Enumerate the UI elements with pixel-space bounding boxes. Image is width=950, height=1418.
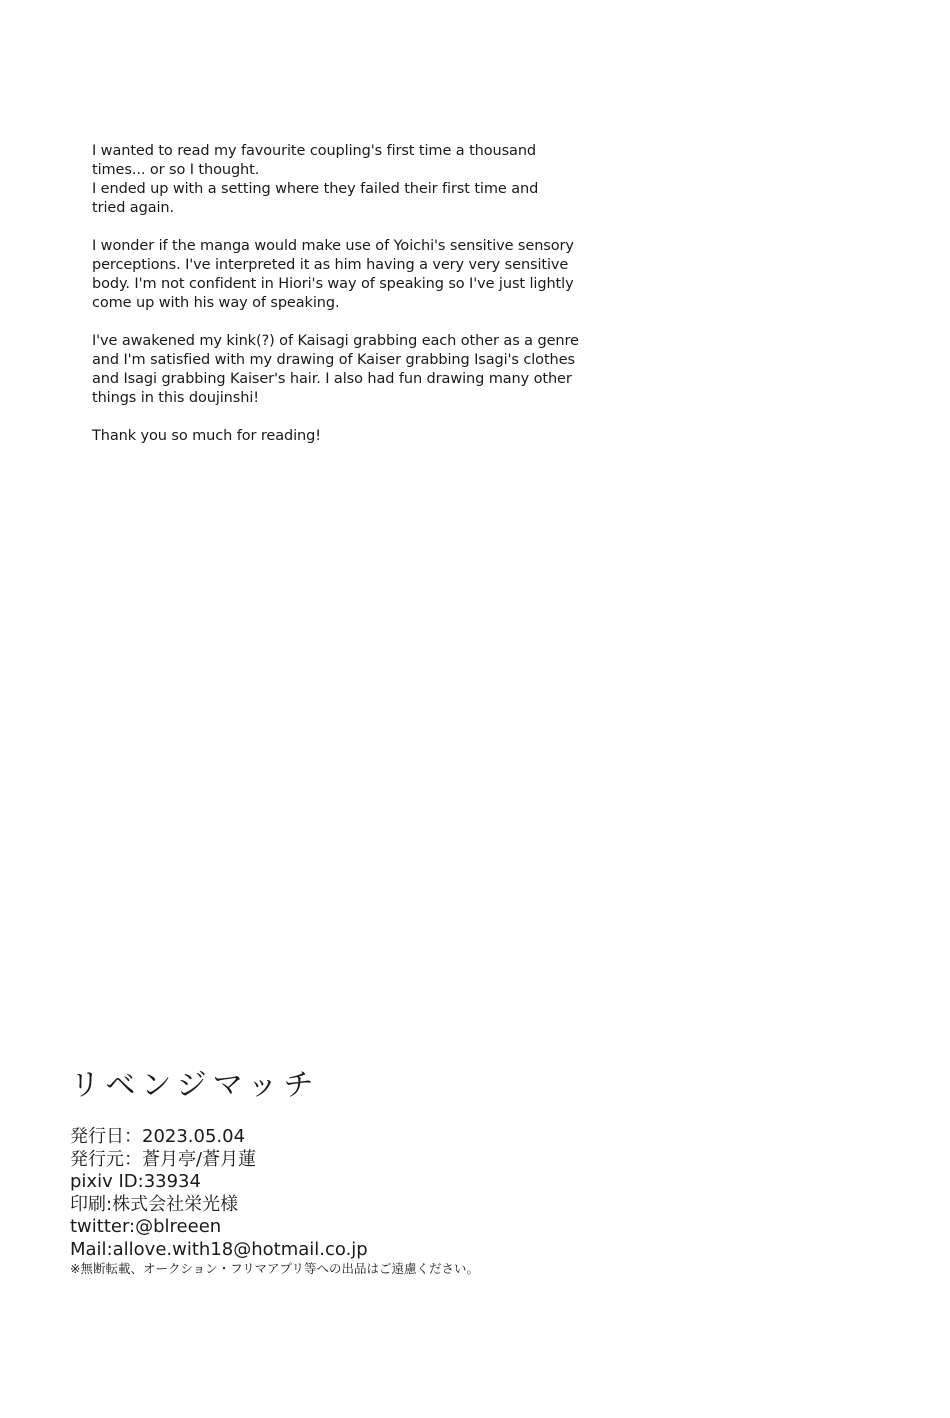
twitter-handle: twitter:@blreeen [70, 1216, 222, 1237]
text-line: times... or so I thought. [92, 162, 260, 178]
text-line: I ended up with a setting where they failed their first time and [92, 181, 539, 197]
mail-address: Mail:allove.with18@hotmail.co.jp [70, 1238, 368, 1260]
text-line: Thank you so much for reading! [92, 428, 321, 444]
printer: 印刷:株式会社栄光様 [70, 1193, 239, 1215]
text-line: body. I'm not confident in Hiori's way of speaking so I've just lightly [92, 276, 574, 292]
publisher: 発行元：蒼月亭/蒼月蓮 [70, 1148, 257, 1170]
text-line: I've awakened my kink(?) of Kaisagi grabbing each other as a genre [92, 333, 579, 349]
text-line: come up with his way of speaking. [92, 295, 340, 311]
text-line: I wanted to read my favourite coupling's first time a thousand [92, 143, 537, 159]
afterword-paragraph [92, 332, 652, 408]
issue-date: 発行日：2023.05.04 [70, 1126, 246, 1147]
text-line: tried again. [92, 200, 175, 216]
pixiv-id: pixiv ID:33934 [70, 1171, 201, 1192]
text-line: and I'm satisfied with my drawing of Kaiser grabbing Isagi's clothes [92, 352, 575, 368]
text-line: perceptions. I've interpreted it as him having a very very sensitive [92, 257, 569, 273]
afterword-paragraph [92, 427, 652, 446]
afterword-text [92, 142, 652, 465]
afterword-paragraph [92, 237, 652, 313]
text-line: things in this doujinshi! [92, 390, 259, 406]
afterword-paragraph [92, 142, 652, 218]
reprint-notice: ※無断転載、オークション・フリマアプリ等への出品はご遠慮ください。 [70, 1261, 479, 1276]
colophon [70, 1066, 770, 1277]
text-line: I wonder if the manga would make use of Yoichi's sensitive sensory [92, 238, 574, 254]
book-title: リベンジマッチ [70, 1068, 320, 1103]
text-line: and Isagi grabbing Kaiser's hair. I also had fun drawing many other [92, 371, 572, 387]
